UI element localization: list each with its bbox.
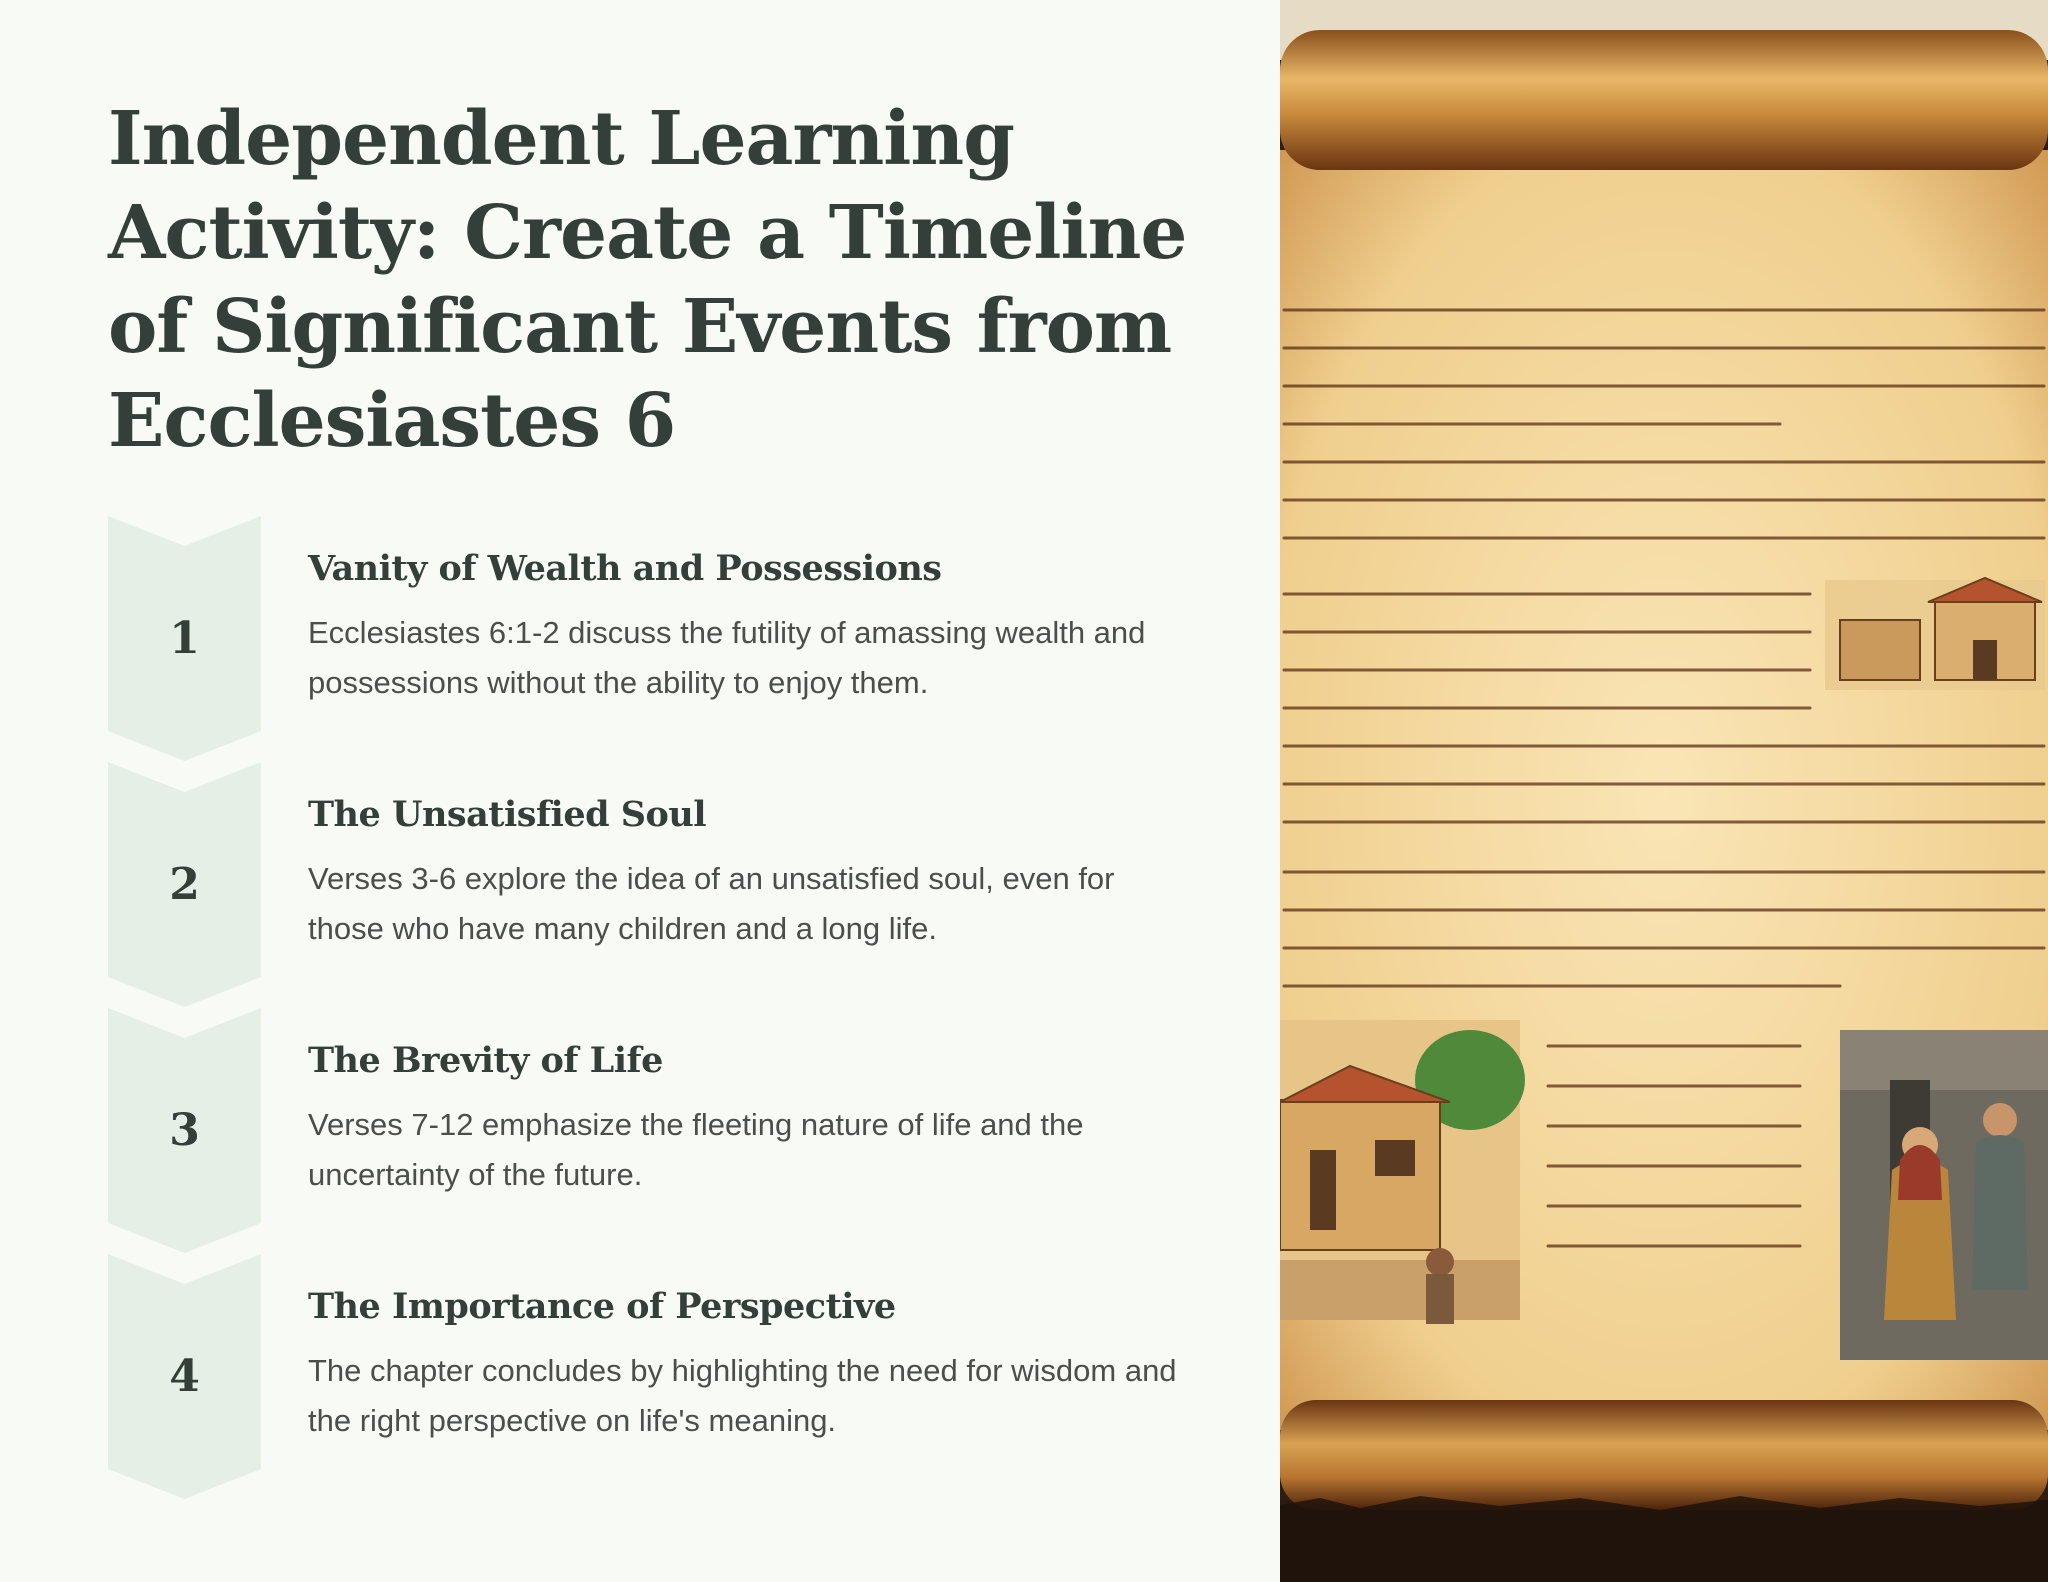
people-scene-icon [1840,1030,2048,1360]
scroll-illustration [1280,0,2048,1582]
step-description: Verses 7-12 emphasize the fleeting nature of life and the uncertainty of the future. [308,1107,1084,1192]
step-description: The chapter concludes by highlighting the need for wisdom and the right perspective on life's meaning. [308,1353,1177,1438]
timeline-step [108,1254,1188,1499]
page-title: Independent Learning Activity: Create a Timeline of Significant Events from Ecclesiastes 6 [108,96,1187,464]
step-number: 2 [169,859,200,910]
step-number: 1 [169,613,200,664]
timeline-step [108,762,1188,1007]
step-heading: Vanity of Wealth and Possessions [308,548,942,589]
village-house-icon [1825,578,2045,690]
step-description: Ecclesiastes 6:1-2 discuss the futility of amassing wealth and possessions without the ability to enjoy them. [308,615,1146,700]
step-description: Verses 3-6 explore the idea of an unsatisfied soul, even for those who have many children and a long life. [308,861,1115,946]
village-street-icon [1280,1020,1525,1324]
timeline-step [108,1008,1188,1253]
step-number: 3 [169,1105,200,1156]
timeline-step [108,516,1188,761]
step-number: 4 [169,1351,200,1402]
step-heading: The Importance of Perspective [308,1286,896,1327]
step-heading: The Brevity of Life [308,1040,663,1081]
ancient-scroll-illustration [1280,0,2048,1582]
step-heading: The Unsatisfied Soul [308,794,707,835]
